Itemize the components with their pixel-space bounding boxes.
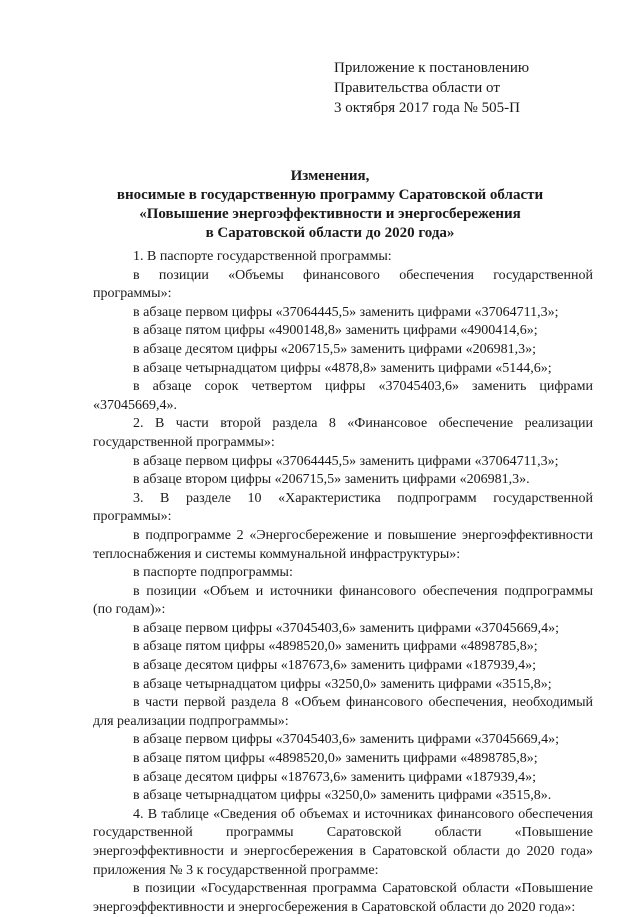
body-paragraph: в паспорте подпрограммы: xyxy=(133,565,293,581)
body-paragraph: в абзаце пятом цифры «4900148,8» заменить цифрами «4900414,6»; xyxy=(133,323,538,339)
body-paragraph: в абзаце четырнадцатом цифры «4878,8» заменить цифрами «5144,6»; xyxy=(133,360,552,376)
title-line-3: «Повышение энергоэффективности и энергосбережения xyxy=(139,206,521,222)
body-paragraph: 3. В разделе 10 «Характеристика подпрограмм государственной программы»: xyxy=(93,490,593,525)
body-paragraph: в абзаце четырнадцатом цифры «3250,0» заменить цифрами «3515,8»; xyxy=(133,676,552,692)
title-line-4: в Саратовской области до 2020 года» xyxy=(205,225,455,241)
body-paragraph: в абзаце десятом цифры «187673,6» заменить цифрами «187939,4»; xyxy=(133,658,537,674)
body-paragraph: в позиции «Объемы финансового обеспечения государственной программы»: xyxy=(93,267,593,302)
body-paragraph: 1. В паспорте государственной программы: xyxy=(133,249,392,264)
document-title xyxy=(60,167,600,243)
title-line-1: Изменения, xyxy=(290,168,370,184)
body-paragraph: в абзаце первом цифры «37064445,5» заменить цифрами «37064711,3»; xyxy=(133,453,559,469)
body-paragraph: в абзаце первом цифры «37064445,5» заменить цифрами «37064711,3»; xyxy=(133,304,559,320)
appendix-header-line-3: 3 октября 2017 года № 505-П xyxy=(334,100,520,116)
body-paragraph: в абзаце пятом цифры «4898520,0» заменить цифрами «4898785,8»; xyxy=(133,639,538,655)
body-paragraph: в абзаце пятом цифры «4898520,0» заменить цифрами «4898785,8»; xyxy=(133,751,538,767)
body-paragraph: в абзаце четырнадцатом цифры «3250,0» заменить цифрами «3515,8». xyxy=(133,788,552,804)
body-paragraph: в абзаце первом цифры «37045403,6» заменить цифрами «37045669,4»; xyxy=(133,620,559,636)
body-paragraph: в абзаце первом цифры «37045403,6» заменить цифрами «37045669,4»; xyxy=(133,732,559,748)
body-paragraph: в позиции «Объем и источники финансового обеспечения подпрограммы (по годам)»: xyxy=(93,583,593,618)
body-paragraph: в абзаце сорок четвертом цифры «37045403,6» заменить цифрами «37045669,4». xyxy=(93,379,593,413)
body-paragraph: в подпрограмме 2 «Энергосбережение и повышение энергоэффективности теплоснабжения и системы коммунальной инфраструктуры»: xyxy=(93,527,593,562)
body-paragraph: в абзаце втором цифры «206715,5» заменить цифрами «206981,3». xyxy=(133,472,530,488)
appendix-header xyxy=(334,58,529,118)
body-paragraph: в позиции «Государственная программа Саратовской области «Повышение энергоэффективности и энергосбережения в Саратовской области до 2020 года»: xyxy=(93,881,593,915)
body-paragraph: 2. В части второй раздела 8 «Финансовое обеспечение реализации государственной программы»: xyxy=(93,416,593,450)
body-paragraph: в абзаце десятом цифры «206715,5» заменить цифрами «206981,3»; xyxy=(133,341,537,357)
document-body xyxy=(93,248,593,917)
body-paragraph: в части первой раздела 8 «Объем финансового обеспечения, необходимый для реализации подпрограммы»: xyxy=(93,695,593,729)
body-paragraph: в абзаце десятом цифры «187673,6» заменить цифрами «187939,4»; xyxy=(133,769,537,785)
body-paragraph: 4. В таблице «Сведения об объемах и источниках финансового обеспечения государственной программы Саратовской области «Повышение энергоэффективности и энергосбережения в Саратовской области до 2020 года» приложения № 3 к государственной программе: xyxy=(93,806,593,878)
appendix-header-line-2: Правительства области от xyxy=(334,80,500,96)
title-line-2: вносимые в государственную программу Саратовской области xyxy=(116,187,544,203)
appendix-header-line-1: Приложение к постановлению xyxy=(334,60,530,76)
